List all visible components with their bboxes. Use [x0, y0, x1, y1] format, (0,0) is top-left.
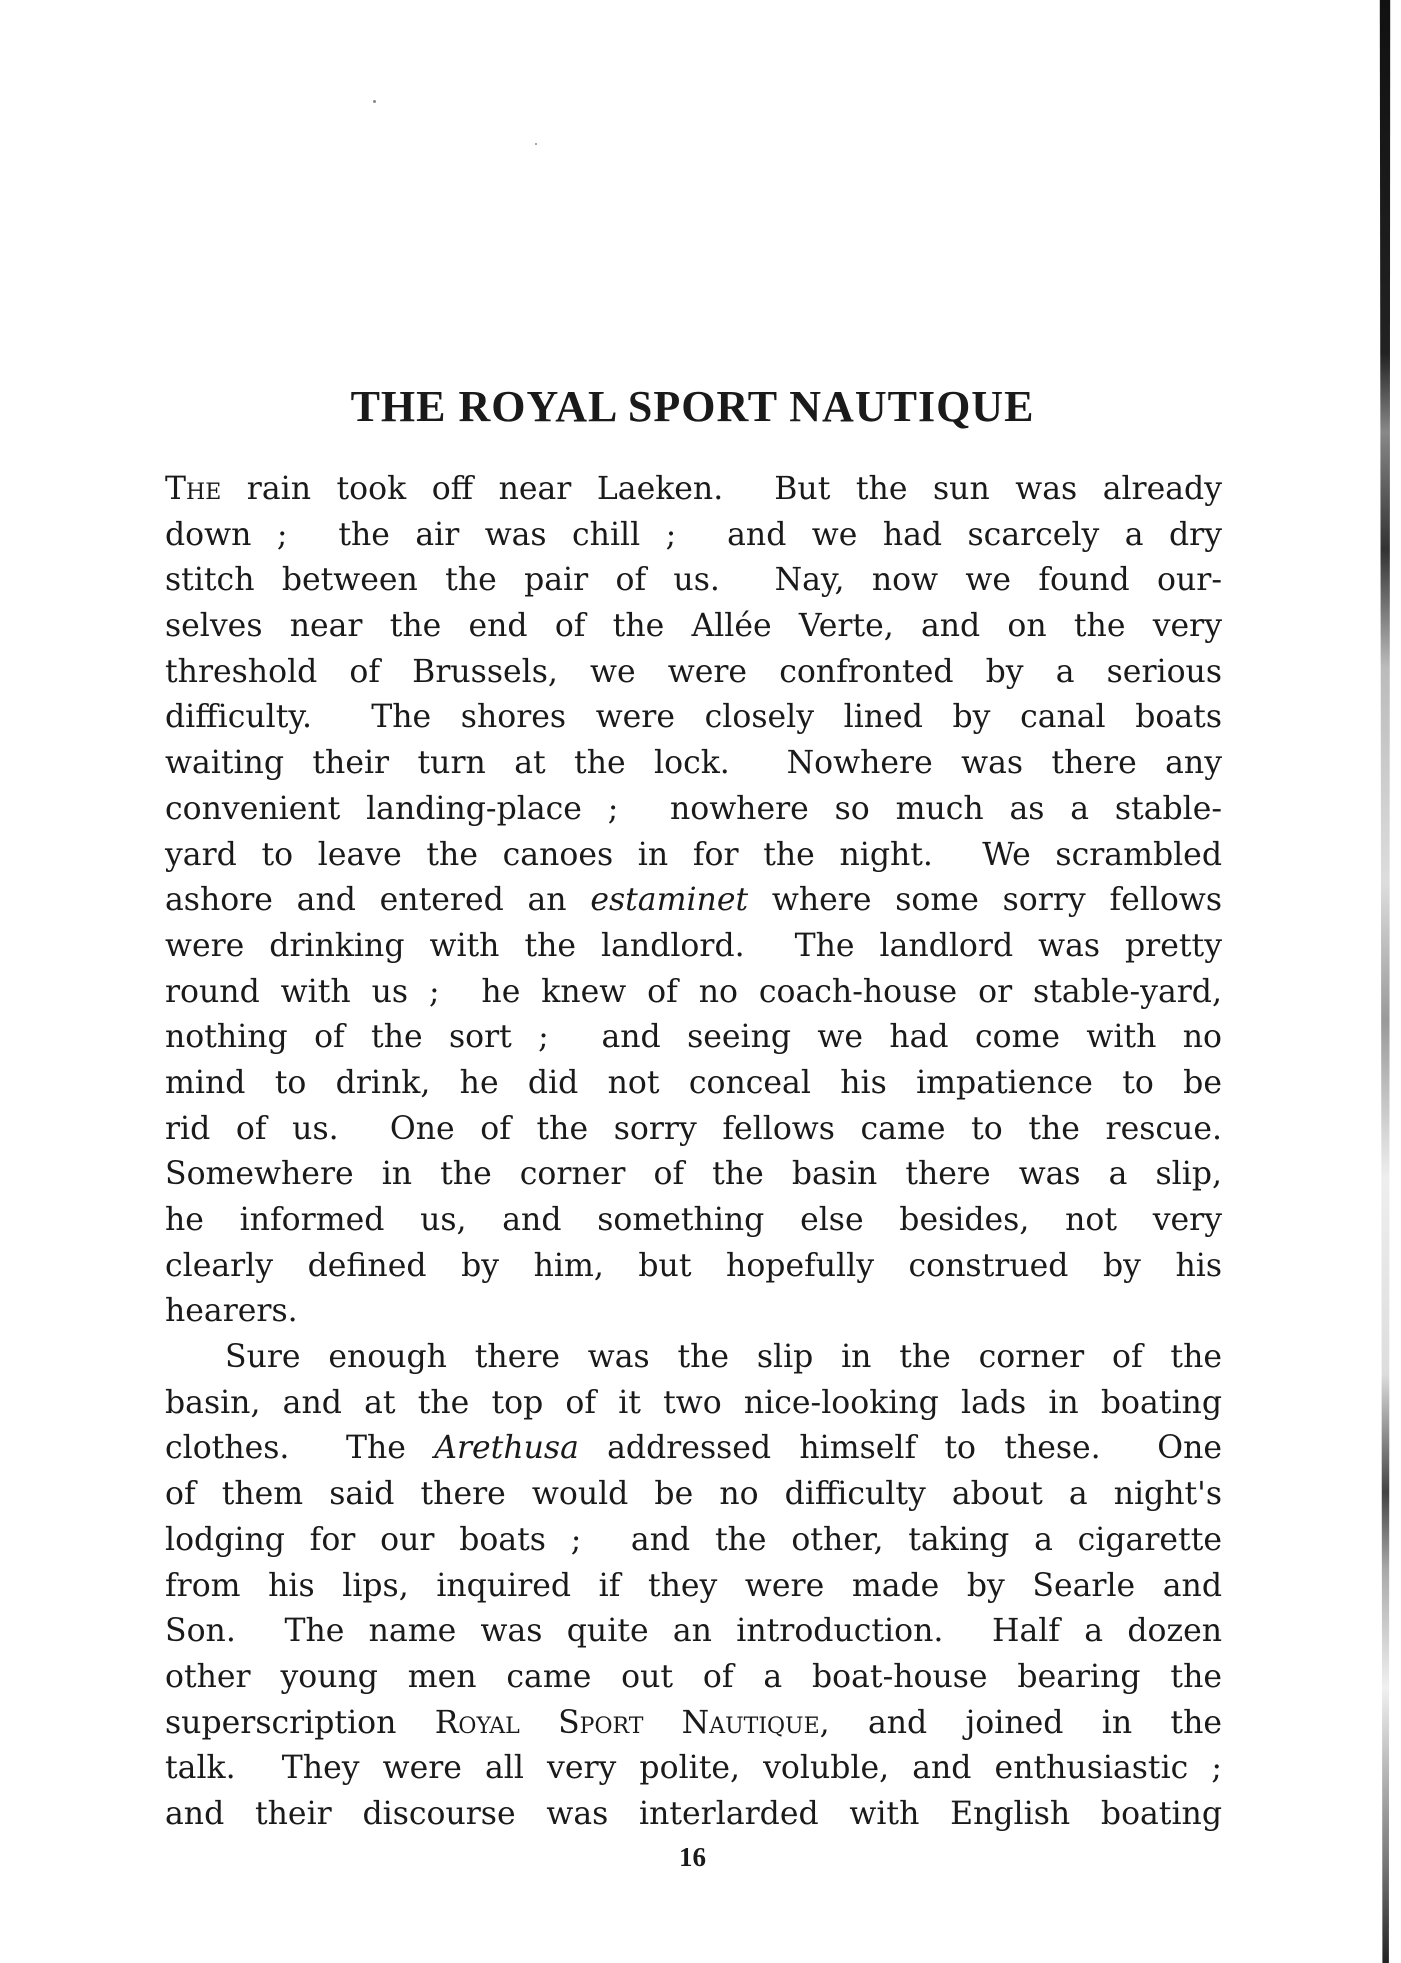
italic-text: estaminet: [590, 882, 749, 919]
italic-text: Arethusa: [434, 1430, 579, 1467]
text-line: [165, 1107, 1222, 1153]
text-segment: selves near the end of the Allée Verte, and on the very: [165, 608, 1222, 645]
text-segment: threshold of Brussels, we were confronted by a serious: [165, 653, 1222, 690]
text-segment: talk. They were all very polite, voluble, and enthusiastic ;: [165, 1750, 1222, 1787]
text-segment: were drinking with the landlord. The landlord was pretty: [165, 927, 1222, 964]
text-segment: stitch between the pair of us. Nay, now we found our-: [165, 562, 1222, 599]
text-segment: basin, and at the top of it two nice-looking lads in boating: [165, 1384, 1222, 1421]
text-segment: Sure enough there was the slip in the corner of the: [225, 1339, 1222, 1376]
text-line: [165, 1426, 1222, 1472]
text-line: [165, 1518, 1222, 1564]
chapter-title: THE ROYAL SPORT NAUTIQUE: [350, 382, 1035, 432]
text-segment: superscription: [165, 1704, 435, 1741]
text-segment: Somewhere in the corner of the basin there was a slip,: [165, 1156, 1222, 1193]
text-segment: rain took off near Laeken. But the sun was already: [221, 471, 1222, 507]
text-line: [165, 467, 1222, 513]
text-segment: Son. The name was quite an introduction. Half a dozen: [165, 1613, 1222, 1650]
text-line: [165, 1381, 1222, 1427]
text-line: [165, 1289, 1222, 1335]
text-line: [165, 833, 1222, 879]
text-line: [165, 1015, 1222, 1061]
text-line: [165, 1198, 1222, 1244]
text-segment: waiting their turn at the lock. Nowhere was there any: [165, 745, 1222, 782]
text-segment: difficulty. The shores were closely lined by canal boats: [165, 699, 1222, 736]
small-caps-text: The: [165, 471, 222, 507]
text-line: [165, 924, 1222, 970]
scan-speck: [535, 143, 537, 145]
text-segment: ashore and entered an: [165, 882, 591, 919]
text-line: [165, 1655, 1222, 1701]
text-segment: convenient landing-place ; nowhere so much as a stable-: [165, 790, 1222, 827]
text-segment: mind to drink, he did not conceal his impatience to be: [165, 1064, 1222, 1101]
text-line: [165, 1609, 1222, 1655]
text-line: [165, 1335, 1222, 1381]
text-segment: and their discourse was interlarded with English boating: [165, 1795, 1222, 1832]
text-segment: round with us ; he knew of no coach-house or stable-yard,: [165, 973, 1222, 1010]
text-segment: from his lips, inquired if they were made by Searle and: [165, 1567, 1222, 1604]
text-segment: down ; the air was chill ; and we had scarcely a dry: [165, 516, 1222, 553]
chapter-body-text: [165, 467, 1222, 1838]
text-line: [165, 878, 1222, 924]
text-segment: clearly defined by him, but hopefully construed by his: [165, 1247, 1222, 1284]
small-caps-text: Royal Sport Nautique: [434, 1704, 820, 1741]
text-segment: other young men came out of a boat-house bearing the: [165, 1658, 1222, 1695]
text-segment: lodging for our boats ; and the other, taking a cigarette: [165, 1521, 1222, 1558]
text-line: [165, 695, 1222, 741]
text-segment: yard to leave the canoes in for the night. We scrambled: [165, 836, 1222, 873]
text-line: [165, 513, 1222, 559]
text-segment: addressed himself to these. One: [578, 1430, 1222, 1467]
text-line: [165, 741, 1222, 787]
text-line: [165, 604, 1222, 650]
text-segment: nothing of the sort ; and seeing we had come with no: [165, 1019, 1222, 1056]
text-line: [165, 787, 1222, 833]
text-line: [165, 1472, 1222, 1518]
scan-binding-edge: [1372, 0, 1398, 1963]
scan-speck: [373, 100, 376, 103]
text-line: [165, 1152, 1222, 1198]
text-segment: he informed us, and something else besides, not very: [165, 1202, 1222, 1238]
page-number: 16: [679, 1842, 706, 1872]
text-segment: , and joined in the: [819, 1704, 1222, 1741]
text-segment: hearers.: [165, 1293, 298, 1330]
text-line: [165, 1746, 1222, 1792]
text-segment: rid of us. One of the sorry fellows came to the rescue.: [165, 1110, 1222, 1147]
text-line: [165, 1792, 1222, 1838]
text-segment: of them said there would be no difficulty about a night's: [165, 1476, 1222, 1513]
text-line: [165, 1244, 1222, 1290]
text-line: [165, 1701, 1222, 1747]
text-line: [165, 1061, 1222, 1107]
text-segment: where some sorry fellows: [748, 882, 1222, 919]
text-line: [165, 1564, 1222, 1610]
text-line: [165, 558, 1222, 604]
text-line: [165, 650, 1222, 696]
text-segment: clothes. The: [165, 1430, 435, 1467]
text-line: [165, 970, 1222, 1016]
